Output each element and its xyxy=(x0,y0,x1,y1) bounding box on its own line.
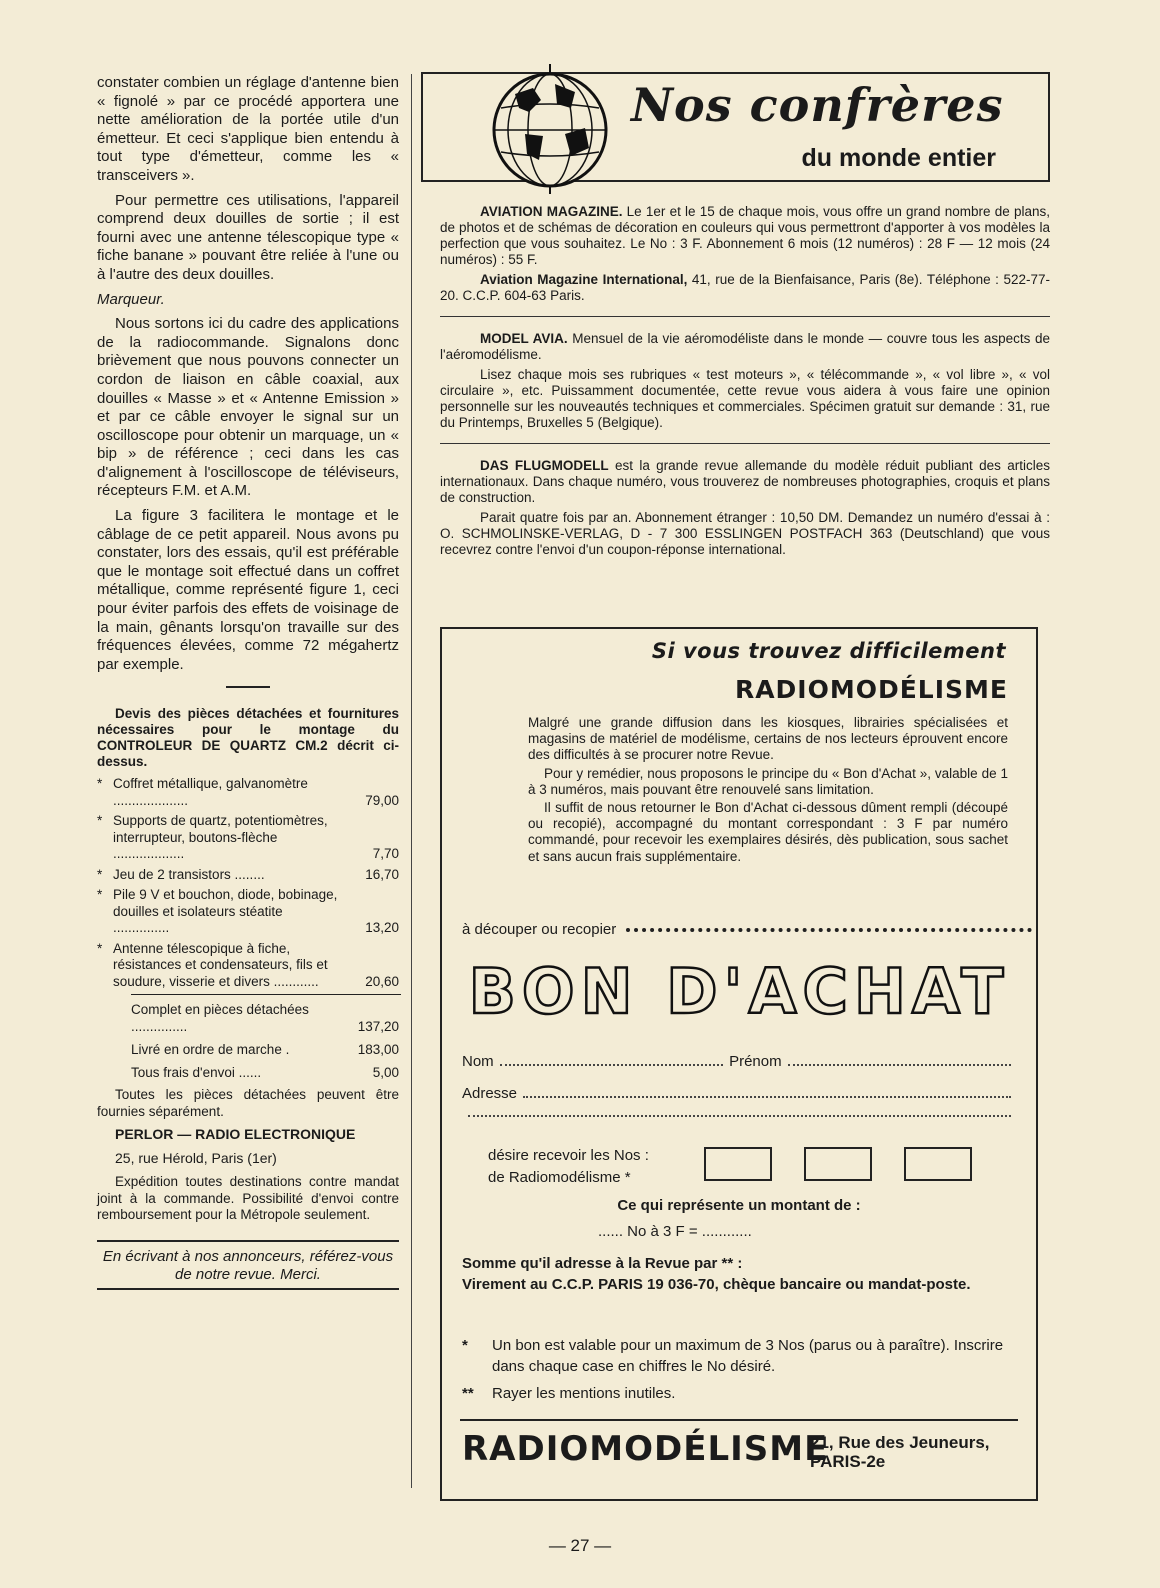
somme-label: Somme qu'il adresse à la Revue par ** : xyxy=(462,1255,743,1272)
footer-address-line: PARIS-2e xyxy=(810,1452,886,1471)
price-item xyxy=(97,941,399,991)
item-desc: Supports de quartz, potentiomètres, interrupteur, boutons-flèche ................... xyxy=(113,813,328,862)
item-star: * xyxy=(97,813,103,829)
divider xyxy=(440,316,1050,317)
item-price: 20,60 xyxy=(365,973,399,989)
magazine-entry xyxy=(440,204,1050,268)
header-subtitle: du monde entier xyxy=(801,144,996,172)
article-paragraph: Pour permettre ces utilisations, l'appareil comprend deux douilles de sortie ; il est fourni avec une antenne télescopique type « fiche banane » pouvant être reliée à l'une ou à l'autre des deux douilles. xyxy=(97,191,399,283)
magazine-entry xyxy=(440,458,1050,506)
prenom-field[interactable] xyxy=(788,1064,1011,1066)
issue-box[interactable] xyxy=(904,1147,972,1181)
bon-title-text: BON D'ACHAT xyxy=(468,955,1010,1028)
article-paragraph: La figure 3 facilitera le montage et le câblage de ce petit appareil. Nous avons pu constater, lors des essais, qu'il est préférable que le montage soit effectué dans un coffret métallique, comme représenté figure 1, ceci pour éviter parfois des effets de voisinage de la main, gênants lorsqu'on travaille sur des fréquences élevées, comme 72 mégahertz par exemple. xyxy=(97,507,399,673)
price-item xyxy=(97,887,399,937)
footer-brand: RADIOMODÉLISME xyxy=(462,1429,829,1469)
price-list xyxy=(97,776,399,990)
montant-label: Ce qui représente un montant de : xyxy=(617,1197,861,1214)
item-desc: Coffret métallique, galvanomètre .................... xyxy=(113,776,308,808)
montant-calc: ...... No à 3 F = ............ xyxy=(598,1223,752,1240)
note-pieces: Toutes les pièces détachées peuvent être fournies séparément. xyxy=(97,1087,399,1119)
item-price: 13,20 xyxy=(365,920,399,936)
magazine-address xyxy=(440,272,1050,304)
issue-box[interactable] xyxy=(804,1147,872,1181)
section-heading-marqueur: Marqueur. xyxy=(97,290,165,308)
magazine-text: Le 1er et le 15 de chaque mois, vous offre un grand nombre de plans, de photos et de schémas de décoration en couleurs qui vous permettront d'apporter à vos modèles la perfection que vous souhaitez. Le No : 3 F. Abonnement 6 mois (12 numéros) : 28 F — 12 mois (24 numéros) : 55 F. xyxy=(440,204,1050,267)
cut-label: à découper ou recopier xyxy=(462,921,617,938)
address-line-2 xyxy=(462,1115,1017,1117)
perlor-address: 25, rue Hérold, Paris (1er) xyxy=(115,1150,277,1167)
total-desc: Complet en pièces détachées ............... xyxy=(131,1002,309,1035)
nom-label: Nom xyxy=(462,1053,494,1070)
name-line xyxy=(462,1053,1017,1070)
magazine-text: Mensuel de la vie aéromodéliste dans le monde — couvre tous les aspects de l'aéromodélisme. xyxy=(440,331,1050,362)
item-star: * xyxy=(97,866,103,882)
adresse-label: Adresse xyxy=(462,1085,518,1102)
ad-paragraph: Malgré une grande diffusion dans les kiosques, librairies spécialisées et magasins de matériel de modélisme, certains de nos lecteurs éprouvent encore des difficultés à se procurer notre Revue. xyxy=(528,715,1008,763)
magazine-list xyxy=(440,204,1050,562)
prenom-label: Prénom xyxy=(729,1053,782,1070)
price-item xyxy=(97,867,399,884)
item-star: * xyxy=(97,887,103,903)
globe-icon xyxy=(485,64,615,194)
item-desc: Pile 9 V et bouchon, diode, bobinage, douilles et isolateurs stéatite ............... xyxy=(113,887,338,936)
cut-line xyxy=(462,921,1032,938)
address-line xyxy=(462,1085,1017,1102)
magazine-publisher: Aviation Magazine International, xyxy=(480,272,688,287)
payment-block xyxy=(462,1253,1017,1295)
nos-label xyxy=(488,1145,649,1189)
total-row xyxy=(97,1064,399,1081)
divider xyxy=(440,443,1050,444)
ad-heading: Si vous trouvez difficilement xyxy=(651,639,1006,663)
item-price: 16,70 xyxy=(365,866,399,882)
note-mark: * xyxy=(462,1337,468,1354)
footer-address-line: 21, Rue des Jeuneurs, xyxy=(810,1433,990,1452)
total-desc: Tous frais d'envoi ...... xyxy=(131,1065,262,1081)
dotted-cut-line xyxy=(626,928,1032,932)
magazine-entry xyxy=(440,331,1050,363)
magazine-addr-text: 41, rue de la Bienfaisance, Paris (8e). Téléphone : 522-77-20. C.C.P. 604-63 Paris. xyxy=(440,272,1050,303)
ad-brand: RADIOMODÉLISME xyxy=(734,675,1008,704)
ad-paragraph: Il suffit de nous retourner le Bon d'Achat ci-dessous dûment rempli (découpé ou recopié), accompagné du montant correspondant : 3 F par numéro commandé, pour recevoir les exemplaires désirés, dès publication, sous sachet et sans aucun frais supplémentaire. xyxy=(528,800,1008,864)
total-row xyxy=(97,1001,399,1035)
note-text: Rayer les mentions inutiles. xyxy=(492,1385,676,1402)
adresse-field-2[interactable] xyxy=(468,1115,1011,1117)
expedition-note: Expédition toutes destinations contre mandat joint à la commande. Possibilité d'envoi contre remboursement pour la Métropole seulement. xyxy=(97,1174,399,1222)
item-desc: Antenne télescopique à fiche, résistances et condensateurs, fils et soudure, visserie et divers ............ xyxy=(113,940,328,989)
issue-box[interactable] xyxy=(704,1147,772,1181)
total-price: 5,00 xyxy=(372,1065,399,1081)
total-row xyxy=(97,1041,399,1058)
advertiser-note: En écrivant à nos annonceurs, référez-vous de notre revue. Merci. xyxy=(97,1240,399,1290)
header-title: Nos confrères xyxy=(631,78,1004,132)
note-row xyxy=(462,1383,1017,1404)
divider xyxy=(226,686,270,688)
perlor-name: PERLOR — RADIO ELECTRONIQUE xyxy=(115,1126,356,1143)
item-star: * xyxy=(97,940,103,956)
item-desc: Jeu de 2 transistors ........ xyxy=(113,866,265,882)
nos-label-line: désire recevoir les Nos : xyxy=(488,1147,649,1164)
left-column xyxy=(97,74,399,1290)
item-star: * xyxy=(97,776,103,792)
total-desc: Livré en ordre de marche . xyxy=(131,1042,290,1058)
adresse-field[interactable] xyxy=(523,1096,1011,1098)
notes xyxy=(462,1335,1017,1410)
price-item xyxy=(97,776,399,809)
header-box xyxy=(421,72,1050,182)
ad-text xyxy=(528,715,1008,867)
totals-divider xyxy=(131,994,401,995)
total-price: 183,00 xyxy=(357,1042,399,1058)
price-item xyxy=(97,813,399,863)
total-price: 137,20 xyxy=(357,1019,399,1035)
ad-box xyxy=(440,627,1038,1501)
nos-label-line: de Radiomodélisme * xyxy=(488,1169,631,1186)
article-paragraph: Nous sortons ici du cadre des applications de la radiocommande. Signalons donc brièvement que nous pouvons connecter un cordon de liaison en câble coaxial, aux douilles « Masse » et « Antenne Emission » et par ce câble envoyer le signal sur un oscilloscope pour obtenir un marquage, un « bip » de référence ; ceci dans les cas d'alignement à l'oscilloscope de téléviseurs, récepteurs F.M. et A.M. xyxy=(97,315,399,500)
column-divider xyxy=(411,74,412,1488)
magazine-text-2: Lisez chaque mois ses rubriques « test moteurs », « télécommande », « vol libre », « vol circulaire », etc. Puissamment documentée, cette revue vous aidera à vous faire une opinion personnelle sur les nouveautés techniques et commerciales. Spécimen gratuit sur demande : 31, rue du Printemps, Bruxelles 5 (Belgique). xyxy=(440,367,1050,430)
nom-field[interactable] xyxy=(500,1064,723,1066)
devis-title: Devis des pièces détachées et fournitures nécessaires pour le montage du CONTROLEUR DE QUARTZ CM.2 décrit ci-dessus. xyxy=(97,706,399,770)
magazine-name: AVIATION MAGAZINE. xyxy=(480,204,623,219)
divider xyxy=(460,1419,1018,1421)
article-paragraph: constater combien un réglage d'antenne bien « fignolé » par ce procédé apportera une nette amélioration de la portée utile d'un émetteur. Et ceci s'applique bien entendu à tout type d'émetteur, comme les « transceivers ». xyxy=(97,74,399,184)
item-price: 79,00 xyxy=(365,792,399,808)
bon-title xyxy=(442,955,1036,1028)
note-row xyxy=(462,1335,1017,1377)
magazine-text: est la grande revue allemande du modèle réduit publiant des articles internationaux. Dans chaque numéro, vous trouverez de nombreuses photographies, croquis et plans de construction. xyxy=(440,458,1050,505)
virement-text: Virement au C.C.P. PARIS 19 036-70, chèque bancaire ou mandat-poste. xyxy=(462,1276,971,1293)
page-number: — 27 — xyxy=(548,1536,612,1555)
note-text: Un bon est valable pour un maximum de 3 Nos (parus ou à paraître). Inscrire dans chaque case en chiffres le No désiré. xyxy=(492,1337,1004,1375)
note-mark: ** xyxy=(462,1385,474,1402)
footer-address xyxy=(810,1433,990,1471)
ad-paragraph: Pour y remédier, nous proposons le principe du « Bon d'Achat », valable de 1 à 3 numéros, mais pouvant être renouvelé sans limitation. xyxy=(528,765,1008,797)
magazine-name: MODEL AVIA. xyxy=(480,331,568,346)
magazine-text-2: Parait quatre fois par an. Abonnement étranger : 10,50 DM. Demandez un numéro d'essai à : O. SCHMOLINSKE-VERLAG, D - 7 300 ESSLINGEN POSTFACH 363 (Deutschland) que vous recevrez contre l'envoi d'un coupon-réponse international. xyxy=(440,510,1050,557)
item-price: 7,70 xyxy=(372,846,399,862)
magazine-name: DAS FLUGMODELL xyxy=(480,458,609,473)
